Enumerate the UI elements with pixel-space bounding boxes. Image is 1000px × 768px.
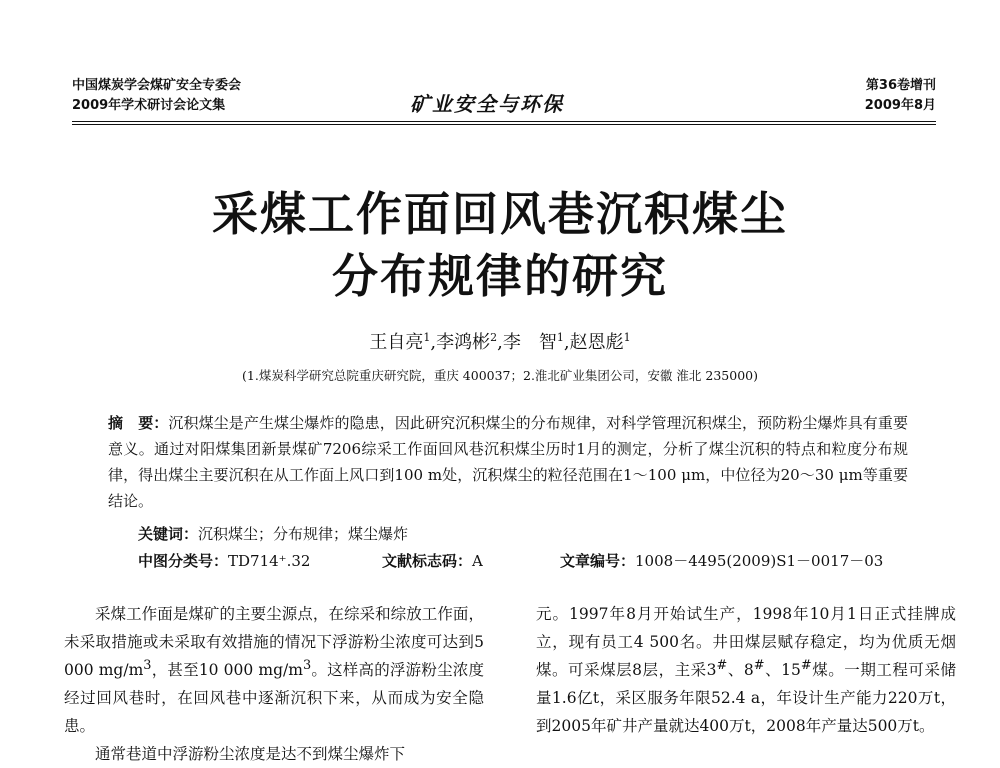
author-affil-mark: 1 <box>623 331 631 344</box>
superscript: # <box>800 657 812 673</box>
clc-number <box>138 550 310 571</box>
issue-date: 2009年8月 <box>864 98 936 113</box>
superscript: # <box>753 657 765 673</box>
affiliations: (1.煤炭科学研究总院重庆研究院，重庆 400037；2.淮北矿业集团公司，安徽 淮北 235000) <box>242 368 758 383</box>
document-code <box>382 550 483 571</box>
clc-value: TD714⁺.32 <box>228 552 311 570</box>
author-affil-mark: 1 <box>556 331 564 344</box>
body-column-left <box>64 600 484 768</box>
header-rule-thin <box>72 124 936 125</box>
abstract <box>108 410 908 514</box>
body-text: ，甚至10 000 mg/m <box>151 661 303 679</box>
paper-title-line2: 分布规律的研究 <box>332 249 668 303</box>
body-text: 。这样高的浮游粉尘浓度经过回风巷时，在回风巷中逐渐沉积下来，从而成为安全隐患。 <box>64 661 484 735</box>
article-number <box>560 550 883 571</box>
author-name: 李鸿彬 <box>436 332 491 353</box>
article-number-value: 1008－4495(2009)S1－0017－03 <box>635 552 884 570</box>
journal-name: 矿业安全与环保 <box>410 92 564 116</box>
body-paragraph <box>536 600 956 740</box>
superscript: 3 <box>302 657 312 673</box>
author-affil-mark: 1 <box>423 331 431 344</box>
body-text: 、15 <box>764 661 801 679</box>
keywords-label: 关键词： <box>138 525 199 543</box>
proceedings-header <box>72 76 241 116</box>
abstract-label: 摘 要： <box>108 414 169 432</box>
doc-code-value: A <box>472 552 483 570</box>
header-rule-thick <box>72 121 936 122</box>
body-text: 采煤工作面是煤矿的主要尘源点，在综采和综放工作面，未采取措施或未采取有效措施的情况下浮游粉尘浓度可达到5 000 mg/m <box>64 605 484 679</box>
article-number-label: 文章编号： <box>560 552 636 570</box>
superscript: 3 <box>143 657 152 673</box>
author-name: 赵恩彪 <box>569 332 624 353</box>
issue-info <box>865 76 936 116</box>
body-paragraph <box>64 600 484 740</box>
author-name: 王自亮 <box>369 332 424 353</box>
body-text: 、8 <box>727 661 754 679</box>
clc-label: 中图分类号： <box>138 552 229 570</box>
body-column-right <box>536 600 956 740</box>
superscript: # <box>716 657 728 673</box>
doc-code-label: 文献标志码： <box>382 552 473 570</box>
proceedings-name: 中国煤炭学会煤矿安全专委会 <box>72 78 242 93</box>
abstract-text: 沉积煤尘是产生煤尘爆炸的隐患，因此研究沉积煤尘的分布规律，对科学管理沉积煤尘，预防粉尘爆炸具有重要意义。通过对阳煤集团新景煤矿7206综采工作面回风巷沉积煤尘历时1月的测定，分析了煤尘沉积的特点和粒度分布规律，得出煤尘主要沉积在从工作面上风口到100 m处，沉积煤尘的粒径范围在1～100 μm，中位径为20～30 μm等重要结论。 <box>108 414 908 510</box>
author-list: 王自亮$^1$,李鸿彬$^2$,李 智$^1$,赵恩彪$^1$ <box>369 331 631 353</box>
volume-label: 第36卷增刊 <box>865 78 936 93</box>
body-text: 元。1997年8月开始试生产，1998年10月1日正式挂牌成立，现有员工4 500名。井田煤层赋存稳定，均为优质无烟煤。可采煤层8层，主采3 <box>536 605 956 679</box>
body-text: 煤。一期工程可采储量1.6亿t，采区服务年限52.4 a，年设计生产能力220万t，到2005年矿井产量就达400万t，2008年产量达500万t。 <box>536 661 956 735</box>
keywords <box>138 523 408 544</box>
author-name: 李 智 <box>502 332 557 353</box>
proceedings-year: 2009年学术研讨会论文集 <box>72 98 226 113</box>
keywords-text: 沉积煤尘；分布规律；煤尘爆炸 <box>198 525 409 543</box>
body-paragraph: 通常巷道中浮游粉尘浓度是达不到煤尘爆炸下 <box>95 745 406 763</box>
paper-title-line1: 采煤工作面回风巷沉积煤尘 <box>212 187 788 241</box>
author-affil-mark: 2 <box>490 331 498 344</box>
